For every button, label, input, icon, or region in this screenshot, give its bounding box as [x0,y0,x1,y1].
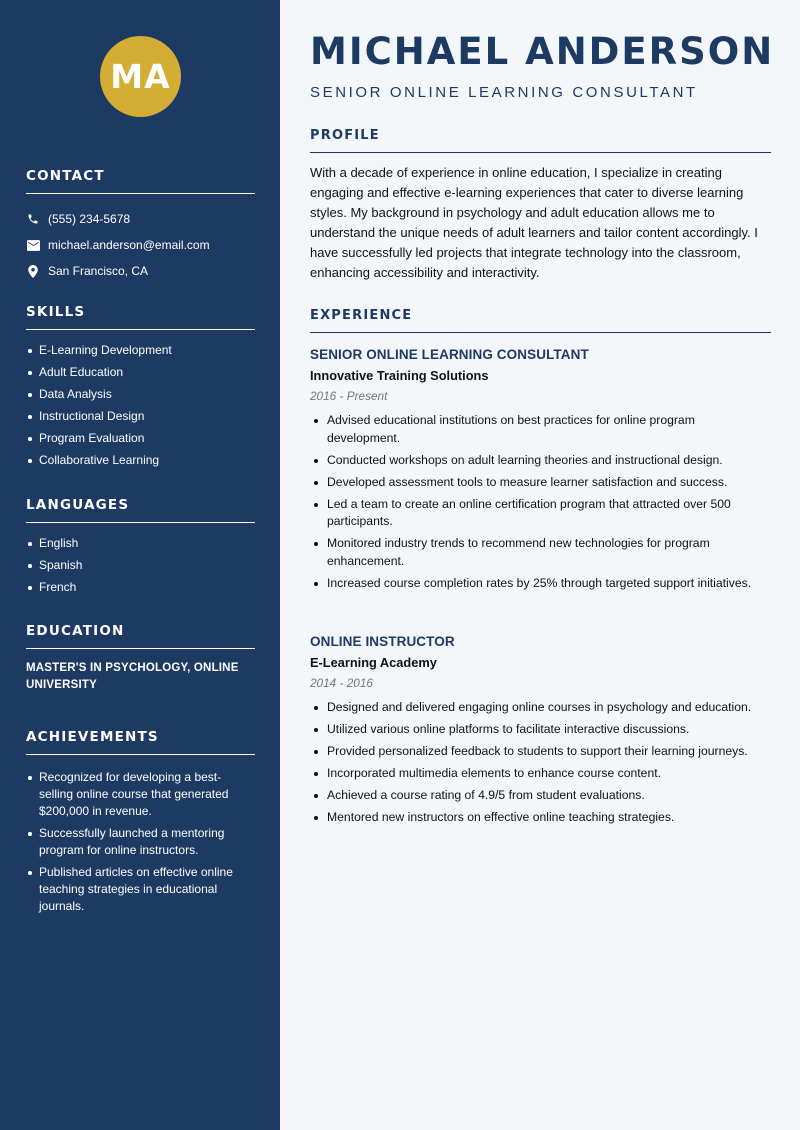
skill-item: Instructional Design [26,408,255,425]
contact-list [26,206,255,284]
language-item: French [26,579,255,596]
duty-item: Utilized various online platforms to facilitate interactive discussions. [310,721,771,739]
job-entry [310,347,771,597]
profile-heading: PROFILE [310,128,771,153]
candidate-name: MICHAEL ANDERSON [310,30,775,73]
experience-heading: EXPERIENCE [310,308,771,333]
achievements-heading: ACHIEVEMENTS [26,729,255,755]
skills-section [26,304,255,474]
language-item: English [26,535,255,552]
duty-item: Achieved a course rating of 4.9/5 from student evaluations. [310,787,771,805]
skill-item: Program Evaluation [26,430,255,447]
education-degree: MASTER'S IN PSYCHOLOGY, ONLINE UNIVERSITY [26,662,239,691]
job-duties [310,699,771,827]
achievement-item: Successfully launched a mentoring program for online instructors. [26,825,255,859]
achievements-list [26,769,255,915]
duty-item: Increased course completion rates by 25% through targeted support initiatives. [310,575,771,593]
achievement-item: Published articles on effective online teaching strategies in educational journals. [26,864,255,915]
contact-heading: CONTACT [26,168,255,194]
contact-section [26,168,255,284]
phone-text: (555) 234-5678 [48,212,131,226]
skills-heading: SKILLS [26,304,255,330]
skill-item: Adult Education [26,364,255,381]
job-duties [310,412,771,592]
experience-section [310,308,771,333]
languages-section [26,497,255,601]
skill-item: E-Learning Development [26,342,255,359]
contact-email [26,232,255,258]
profile-section [310,128,771,283]
duty-item: Incorporated multimedia elements to enhance course content. [310,765,771,783]
email-icon [26,238,40,252]
duty-item: Conducted workshops on adult learning theories and instructional design. [310,452,771,470]
job-role: SENIOR ONLINE LEARNING CONSULTANT [310,347,589,362]
languages-heading: LANGUAGES [26,497,255,523]
skill-item: Collaborative Learning [26,452,255,469]
language-item: Spanish [26,557,255,574]
job-company: Innovative Training Solutions [310,368,489,383]
email-text: michael.anderson@email.com [48,238,210,252]
contact-location [26,258,255,284]
duty-item: Designed and delivered engaging online courses in psychology and education. [310,699,771,717]
job-company: E-Learning Academy [310,655,437,670]
sidebar [0,0,280,1130]
duty-item: Mentored new instructors on effective online teaching strategies. [310,809,771,827]
job-role: ONLINE INSTRUCTOR [310,634,455,649]
skill-item: Data Analysis [26,386,255,403]
avatar-initials: MA [110,57,171,96]
languages-list [26,535,255,596]
phone-icon [26,212,40,226]
achievement-item: Recognized for developing a best-selling online course that generated $200,000 in revenue. [26,769,255,820]
duty-item: Provided personalized feedback to students to support their learning journeys. [310,743,771,761]
location-text: San Francisco, CA [48,264,149,278]
profile-text: With a decade of experience in online education, I specialize in creating engaging and effective e-learning experiences that cater to diverse learning styles. My background in psychology and adult education allows me to understand the unique needs of adult learners and tailor content accordingly. I have successfully led projects that integrate technology into the classroom, enhancing accessibility and interactivity. [310,165,758,280]
avatar [100,36,181,117]
education-heading: EDUCATION [26,623,255,649]
duty-item: Led a team to create an online certification program that attracted over 500 participants. [310,496,771,531]
duty-item: Developed assessment tools to measure learner satisfaction and success. [310,474,771,492]
candidate-title: SENIOR ONLINE LEARNING CONSULTANT [310,84,698,101]
job-entry [310,634,771,831]
education-section [26,623,255,694]
job-dates: 2016 - Present [310,389,388,403]
duty-item: Monitored industry trends to recommend new technologies for program enhancement. [310,535,771,570]
job-dates: 2014 - 2016 [310,676,373,690]
contact-phone [26,206,255,232]
achievements-section [26,729,255,920]
skills-list [26,342,255,469]
duty-item: Advised educational institutions on best practices for online program development. [310,412,771,447]
location-pin-icon [26,264,40,278]
